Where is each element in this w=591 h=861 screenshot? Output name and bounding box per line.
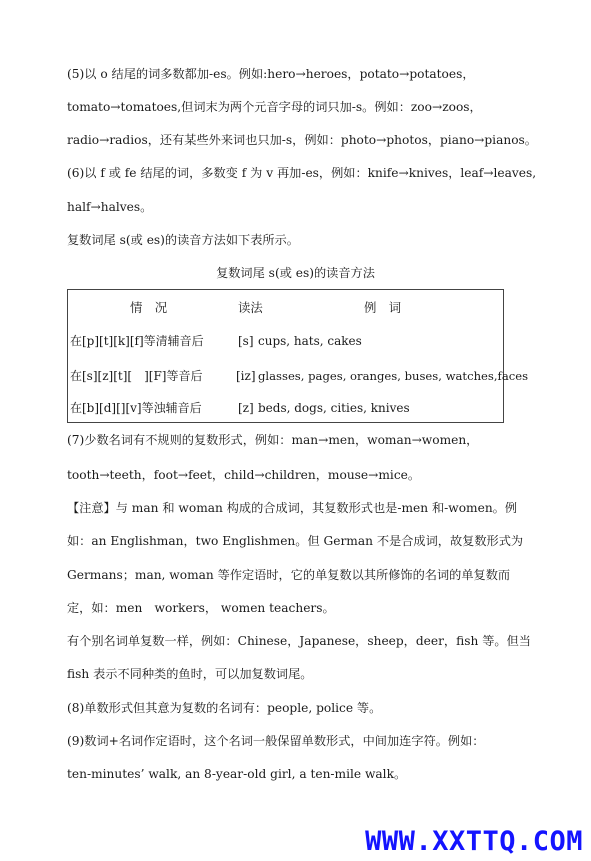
text-line: Germans；man, woman 等作定语时，它的单复数以其所修饰的名词的单复数而 <box>67 568 511 582</box>
text-line: (8)单数形式但其意为复数的名词有：people, police 等。 <box>67 701 382 715</box>
text-line: 有个别名词单复数一样，例如：Chinese，Japanese，sheep，deer，fish 等。但当 <box>67 634 531 648</box>
text-line: radio→radios，还有某些外来词也只加-s，例如：photo→photos，piano→pianos。 <box>67 133 537 147</box>
text-line: 定，如：men workers， women teachers。 <box>67 601 335 615</box>
text-line: half→halves。 <box>67 200 153 214</box>
row-examples: beds, dogs, cities, knives <box>258 401 410 415</box>
text-line: (6)以 f 或 fe 结尾的词，多数变 f 为 v 再加-es，例如：knife→knives，leaf→leaves, <box>67 166 537 180</box>
text-line: fish 表示不同种类的鱼时，可以加复数词尾。 <box>67 667 313 681</box>
note-line: 【注意】与 man 和 woman 构成的合成词，其复数形式也是-men 和-women。例 <box>67 501 518 515</box>
text-line: 复数词尾 s(或 es)的读音方法如下表所示。 <box>67 233 299 247</box>
header-examples: 例 词 <box>364 300 402 315</box>
row-case: 在[b][d][][v]等浊辅音后 <box>70 401 202 415</box>
text-line: tooth→teeth，foot→feet，child→children，mouse→mice。 <box>67 468 421 482</box>
row-examples: glasses, pages, oranges, buses, watches,faces <box>258 369 529 383</box>
table-caption: 复数词尾 s(或 es)的读音方法 <box>216 266 375 280</box>
text-line: 如：an Englishman，two Englishmen。但 German 不是合成词，故复数形式为 <box>67 534 524 548</box>
header-pronunciation: 读法 <box>238 300 263 315</box>
text-line: (5)以 o 结尾的词多数都加-es。例如:hero→heroes，potato→potatoes， <box>67 67 475 81</box>
text-line: ten-minutes’ walk, an 8-year-old girl, a ten-mile walk。 <box>67 767 407 781</box>
site-watermark: WWW.XXTTQ.COM <box>365 826 583 857</box>
row-case: 在[s][z][t][ ][F]等音后 <box>70 369 203 383</box>
row-case: 在[p][t][k][f]等清辅音后 <box>70 334 204 348</box>
pronunciation-table <box>67 289 529 423</box>
row-pronunciation: [s] <box>238 334 254 348</box>
text-line: (9)数词+名词作定语时，这个名词一般保留单数形式，中间加连字符。例如： <box>67 734 485 748</box>
row-examples: cups, hats, cakes <box>258 334 362 348</box>
text-line: (7)少数名词有不规则的复数形式，例如：man→men，woman→women， <box>67 433 479 447</box>
row-pronunciation: [z] <box>238 401 254 415</box>
header-case: 情 况 <box>130 300 168 315</box>
text-line: tomato→tomatoes,但词末为两个元音字母的词只加-s。例如：zoo→zoos， <box>67 100 482 114</box>
row-pronunciation: [iz] <box>236 369 256 383</box>
